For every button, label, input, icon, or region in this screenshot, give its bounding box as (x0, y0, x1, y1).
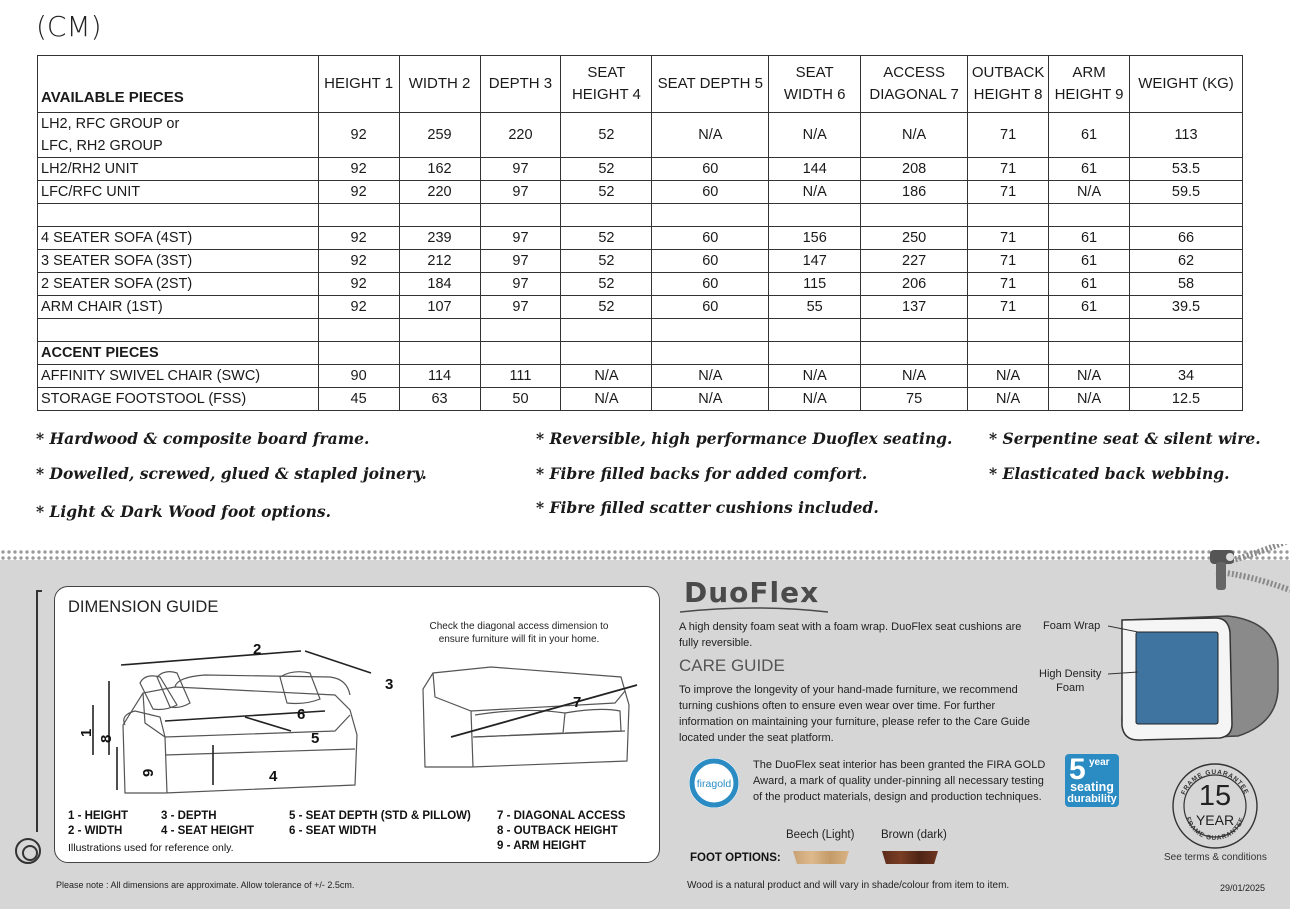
piece-name-cell: LFC/RFC UNIT (38, 181, 319, 204)
table-row (38, 113, 1243, 158)
value-cell (1049, 204, 1130, 227)
illustration-note: Illustrations used for reference only. (68, 842, 234, 854)
sofa-dimension-illustration (65, 625, 405, 805)
value-cell: 75 (861, 388, 968, 411)
zipper-divider (0, 549, 1290, 561)
value-cell (769, 204, 861, 227)
column-header: WEIGHT (KG) (1130, 56, 1243, 113)
value-cell (399, 319, 480, 342)
zipper-ring-icon (15, 838, 41, 864)
value-cell: 144 (769, 158, 861, 181)
marker-7: 7 (573, 694, 582, 711)
value-cell (399, 342, 480, 365)
value-cell: 52 (561, 227, 652, 250)
column-header: WIDTH 2 (399, 56, 480, 113)
sofa-diagonal-illustration (415, 645, 645, 795)
value-cell: N/A (561, 365, 652, 388)
value-cell: 71 (968, 113, 1049, 158)
value-cell: 114 (399, 365, 480, 388)
badge-year: year (1089, 757, 1110, 768)
value-cell (480, 319, 561, 342)
value-cell: 92 (318, 227, 399, 250)
value-cell: 63 (399, 388, 480, 411)
table-row (38, 388, 1243, 411)
column-header: SEAT WIDTH 6 (769, 56, 861, 113)
svg-text:FRAME GUARANTEE: FRAME GUARANTEE (1180, 768, 1250, 796)
value-cell: 71 (968, 227, 1049, 250)
value-cell: 184 (399, 273, 480, 296)
table-row (38, 342, 1243, 365)
value-cell (861, 204, 968, 227)
terms-link[interactable]: See terms & conditions (1164, 852, 1267, 863)
value-cell: 97 (480, 227, 561, 250)
value-cell: 97 (480, 250, 561, 273)
table-row (38, 365, 1243, 388)
value-cell: 92 (318, 158, 399, 181)
column-header: SEAT DEPTH 5 (652, 56, 769, 113)
piece-name-cell: LH2/RH2 UNIT (38, 158, 319, 181)
value-cell: 90 (318, 365, 399, 388)
value-cell: 71 (968, 181, 1049, 204)
value-cell (968, 342, 1049, 365)
marker-5: 5 (311, 730, 320, 747)
legend-item: 1 - HEIGHT (68, 810, 129, 822)
value-cell: 39.5 (1130, 296, 1243, 319)
guarantee-years: 15 (1198, 780, 1232, 812)
dimensions-table (37, 55, 1243, 411)
value-cell (1130, 319, 1243, 342)
legend-item: 7 - DIAGONAL ACCESS (497, 810, 626, 822)
value-cell: 52 (561, 113, 652, 158)
value-cell (1130, 204, 1243, 227)
marker-2: 2 (253, 641, 262, 658)
value-cell (561, 342, 652, 365)
feature-item: * Light & Dark Wood foot options. (36, 502, 332, 521)
piece-name-cell: 4 SEATER SOFA (4ST) (38, 227, 319, 250)
value-cell (561, 204, 652, 227)
table-row (38, 250, 1243, 273)
care-guide-text: To improve the longevity of your hand-made furniture, we recommend turning cushions often to ensure even wear over time. For further information on maintaining your furniture, please refer to the Care Guide located under the seat platform. (679, 684, 1030, 744)
value-cell: 97 (480, 273, 561, 296)
value-cell: 60 (652, 250, 769, 273)
fira-gold-badge-icon (684, 757, 744, 809)
value-cell: N/A (861, 113, 968, 158)
marker-3: 3 (385, 676, 394, 693)
fira-award-text: The DuoFlex seat interior has been granted the FIRA GOLD Award, a mark of quality under-pinning all necessary testing of the product materials, design and production techniques. (753, 759, 1046, 803)
column-header: OUTBACK HEIGHT 8 (968, 56, 1049, 113)
marker-6: 6 (297, 706, 306, 723)
value-cell: N/A (561, 388, 652, 411)
feature-item: * Serpentine seat & silent wire. (989, 429, 1261, 448)
piece-name-cell: 2 SEATER SOFA (2ST) (38, 273, 319, 296)
beech-swatch (793, 851, 849, 864)
feature-item: * Dowelled, screwed, glued & stapled joinery. (36, 463, 427, 483)
column-header: ACCESS DIAGONAL 7 (861, 56, 968, 113)
value-cell: N/A (652, 388, 769, 411)
value-cell (652, 342, 769, 365)
value-cell (769, 342, 861, 365)
value-cell (968, 204, 1049, 227)
value-cell: 61 (1049, 296, 1130, 319)
value-cell: 60 (652, 158, 769, 181)
value-cell: 52 (561, 273, 652, 296)
value-cell: 92 (318, 296, 399, 319)
value-cell: N/A (968, 388, 1049, 411)
value-cell: 62 (1130, 250, 1243, 273)
value-cell: 50 (480, 388, 561, 411)
legend-col-4 (497, 809, 625, 854)
high-density-foam-label: High Density Foam (1039, 668, 1102, 694)
value-cell: 52 (561, 250, 652, 273)
value-cell (652, 204, 769, 227)
features-column-1 (36, 425, 427, 533)
table-row (38, 227, 1243, 250)
piece-name-cell (38, 204, 319, 227)
value-cell (480, 204, 561, 227)
value-cell: 212 (399, 250, 480, 273)
badge-number: 5 (1069, 753, 1086, 786)
legend-col-3 (289, 809, 471, 839)
piece-name-cell: ACCENT PIECES (38, 342, 319, 365)
piece-name-cell: 3 SEATER SOFA (3ST) (38, 250, 319, 273)
beech-label: Beech (Light) (786, 829, 855, 841)
value-cell: 250 (861, 227, 968, 250)
svg-text:FRAME GUARANTEE: FRAME GUARANTEE (1184, 816, 1246, 843)
value-cell: 115 (769, 273, 861, 296)
value-cell (318, 319, 399, 342)
brown-label: Brown (dark) (881, 829, 947, 841)
value-cell (480, 342, 561, 365)
value-cell: 186 (861, 181, 968, 204)
legend-item: 6 - SEAT WIDTH (289, 825, 377, 837)
legend-item: 8 - OUTBACK HEIGHT (497, 825, 618, 837)
value-cell (318, 204, 399, 227)
table-row (38, 296, 1243, 319)
table-row (38, 273, 1243, 296)
value-cell: 60 (652, 296, 769, 319)
features-column-3 (989, 425, 1261, 494)
value-cell: N/A (769, 388, 861, 411)
table-header-row (38, 56, 1243, 113)
value-cell (652, 319, 769, 342)
column-header: DEPTH 3 (480, 56, 561, 113)
dimension-guide (54, 586, 660, 863)
value-cell (1130, 342, 1243, 365)
zipper-pull-icon (1206, 544, 1290, 594)
duoflex-logo-swoosh (680, 606, 828, 614)
value-cell (399, 204, 480, 227)
legend-item: 5 - SEAT DEPTH (STD & PILLOW) (289, 810, 471, 822)
value-cell: 239 (399, 227, 480, 250)
feature-item: * Fibre filled scatter cushions included. (536, 498, 879, 517)
guide-note: Check the diagonal access dimension to ensure furniture will fit in your home. (429, 621, 609, 645)
piece-name-cell: ARM CHAIR (1ST) (38, 296, 319, 319)
value-cell: 97 (480, 296, 561, 319)
value-cell: 111 (480, 365, 561, 388)
value-cell: N/A (769, 181, 861, 204)
value-cell: 97 (480, 181, 561, 204)
value-cell: 162 (399, 158, 480, 181)
column-header: SEAT HEIGHT 4 (561, 56, 652, 113)
value-cell: 156 (769, 227, 861, 250)
value-cell: 45 (318, 388, 399, 411)
marker-4: 4 (269, 768, 278, 785)
value-cell (318, 342, 399, 365)
value-cell: 60 (652, 181, 769, 204)
features-column-2 (536, 425, 952, 529)
piece-name-cell (38, 319, 319, 342)
value-cell: 92 (318, 113, 399, 158)
value-cell (861, 319, 968, 342)
value-cell: 206 (861, 273, 968, 296)
guide-title: DIMENSION GUIDE (68, 598, 219, 616)
piece-name-cell: STORAGE FOOTSTOOL (FSS) (38, 388, 319, 411)
marker-9: 9 (140, 768, 157, 777)
value-cell: 53.5 (1130, 158, 1243, 181)
table-row (38, 204, 1243, 227)
value-cell (861, 342, 968, 365)
value-cell: 220 (399, 181, 480, 204)
marker-1: 1 (78, 728, 95, 737)
document-date: 29/01/2025 (1220, 883, 1266, 893)
value-cell: 113 (1130, 113, 1243, 158)
svg-text:firagold: firagold (696, 778, 732, 790)
guarantee-word: YEAR (1195, 812, 1235, 828)
value-cell: 60 (652, 273, 769, 296)
value-cell: 71 (968, 250, 1049, 273)
value-cell: 71 (968, 296, 1049, 319)
ruler-bracket (36, 590, 42, 832)
badge-line-2: durability (1067, 793, 1117, 805)
foam-cushion-diagram (1108, 604, 1283, 744)
value-cell: 34 (1130, 365, 1243, 388)
value-cell: N/A (652, 113, 769, 158)
value-cell: 61 (1049, 113, 1130, 158)
duoflex-description: A high density foam seat with a foam wrap. DuoFlex seat cushions are fully reversible. (679, 621, 1022, 649)
value-cell: 59.5 (1130, 181, 1243, 204)
value-cell: N/A (1049, 181, 1130, 204)
value-cell: 52 (561, 296, 652, 319)
brown-swatch (882, 851, 938, 864)
value-cell: 61 (1049, 227, 1130, 250)
badge-line-1: seating (1070, 780, 1114, 794)
foam-wrap-label: Foam Wrap (1043, 620, 1101, 632)
value-cell (968, 319, 1049, 342)
duoflex-logo: DuoFlex (684, 576, 820, 609)
value-cell: N/A (968, 365, 1049, 388)
value-cell: N/A (1049, 365, 1130, 388)
legend-item: 3 - DEPTH (161, 810, 217, 822)
value-cell: N/A (769, 365, 861, 388)
value-cell: N/A (1049, 388, 1130, 411)
value-cell: 137 (861, 296, 968, 319)
legend-item: 9 - ARM HEIGHT (497, 840, 587, 852)
value-cell: 60 (652, 227, 769, 250)
value-cell: 220 (480, 113, 561, 158)
piece-name-cell: AFFINITY SWIVEL CHAIR (SWC) (38, 365, 319, 388)
feature-item: * Reversible, high performance Duoflex seating. (536, 429, 953, 448)
column-header: HEIGHT 1 (318, 56, 399, 113)
value-cell: 61 (1049, 250, 1130, 273)
feature-item: * Fibre filled backs for added comfort. (536, 463, 868, 483)
value-cell: 92 (318, 181, 399, 204)
value-cell (1049, 319, 1130, 342)
value-cell: 58 (1130, 273, 1243, 296)
table-row (38, 181, 1243, 204)
value-cell: 71 (968, 273, 1049, 296)
legend-item: 4 - SEAT HEIGHT (161, 825, 255, 837)
value-cell: 52 (561, 181, 652, 204)
feature-item: * Elasticated back webbing. (989, 463, 1230, 483)
column-header: ARM HEIGHT 9 (1049, 56, 1130, 113)
care-guide-title: CARE GUIDE (679, 656, 785, 675)
value-cell: 92 (318, 250, 399, 273)
feature-item: * Hardwood & composite board frame. (36, 429, 370, 448)
value-cell: 92 (318, 273, 399, 296)
piece-name-cell: LH2, RFC GROUP or LFC, RH2 GROUP (38, 113, 319, 158)
column-header-pieces: AVAILABLE PIECES (38, 56, 319, 113)
value-cell: N/A (769, 113, 861, 158)
value-cell: 208 (861, 158, 968, 181)
value-cell: 55 (769, 296, 861, 319)
value-cell: 107 (399, 296, 480, 319)
value-cell (769, 319, 861, 342)
value-cell: N/A (652, 365, 769, 388)
marker-8: 8 (98, 734, 115, 743)
seating-durability-badge (1065, 754, 1119, 807)
value-cell: 66 (1130, 227, 1243, 250)
tolerance-note: Please note : All dimensions are approximate. Allow tolerance of +/- 2.5cm. (56, 880, 355, 890)
foot-options-label: FOOT OPTIONS: (690, 852, 781, 864)
value-cell: 61 (1049, 158, 1130, 181)
table-row (38, 319, 1243, 342)
value-cell: 227 (861, 250, 968, 273)
value-cell: 61 (1049, 273, 1130, 296)
value-cell: 71 (968, 158, 1049, 181)
value-cell: 259 (399, 113, 480, 158)
value-cell: 12.5 (1130, 388, 1243, 411)
value-cell: N/A (861, 365, 968, 388)
value-cell: 97 (480, 158, 561, 181)
legend-item: 2 - WIDTH (68, 825, 123, 837)
unit-title: (CM) (36, 10, 102, 43)
value-cell: 52 (561, 158, 652, 181)
legend-col-2 (161, 809, 254, 839)
wood-note: Wood is a natural product and will vary in shade/colour from item to item. (687, 880, 1010, 891)
value-cell (561, 319, 652, 342)
value-cell: 147 (769, 250, 861, 273)
table-row (38, 158, 1243, 181)
value-cell (1049, 342, 1130, 365)
